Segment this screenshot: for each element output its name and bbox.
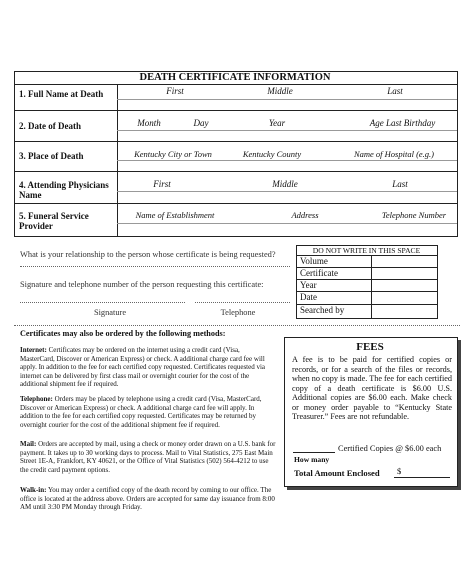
telephone-section-text: Orders may be placed by telephone using a credit card (Visa, MasterCard, Discover or American Express) or check. A additional charge card fee will apply. In addition to the fee for each certified copy requested. Certificates may be returned by overnight courier for the cost of the additional shipment fee if required.	[20, 395, 262, 429]
telephone-input[interactable]	[195, 302, 290, 303]
relationship-question: What is your relationship to the person whose certificate is being requested?	[20, 250, 276, 259]
label-date-of-death: 2. Date of Death	[19, 121, 81, 131]
field-establishment[interactable]: Name of Establishment	[135, 210, 215, 220]
label-full-name: 1. Full Name at Death	[19, 89, 104, 99]
certified-copies-input[interactable]	[293, 452, 335, 453]
how-many-label: How many	[294, 455, 330, 464]
field-hospital[interactable]: Name of Hospital (e.g.)	[353, 149, 435, 159]
walkin-text: You may order a certified copy of the death record by coming to our office. The office is located at the address above. Orders are accepted for same day issuance from 8:00 AM until 3:30 PM Monday through Friday.	[20, 486, 275, 511]
label-place-of-death: 3. Place of Death	[19, 151, 84, 161]
telephone-section	[20, 395, 276, 429]
signature-label: Signature	[93, 308, 127, 317]
label-attending-physician: 4. Attending Physicians Name	[19, 180, 109, 200]
field-month[interactable]: Month	[137, 118, 161, 128]
relationship-input[interactable]	[20, 266, 290, 267]
office-year-label: Year	[300, 280, 317, 290]
internet-label: Internet:	[20, 346, 47, 354]
field-last-name[interactable]: Last	[387, 86, 403, 96]
field-city[interactable]: Kentucky City or Town	[134, 149, 212, 159]
field-physician-first[interactable]: First	[153, 179, 171, 189]
field-address[interactable]: Address	[291, 210, 319, 220]
office-use-title: DO NOT WRITE IN THIS SPACE	[312, 246, 421, 255]
office-volume-label: Volume	[300, 256, 328, 266]
fees-title: FEES	[356, 341, 384, 353]
internet-section	[20, 346, 276, 389]
total-amount-label: Total Amount Enclosed	[294, 468, 380, 478]
field-middle-name[interactable]: Middle	[267, 86, 293, 96]
walkin-label: Walk-in:	[20, 486, 47, 494]
office-searched-by-label: Searched by	[300, 305, 345, 315]
form-title: DEATH CERTIFICATE INFORMATION	[139, 72, 331, 83]
mail-text: Orders are accepted by mail, using a check or money order drawn on a U.S. bank for payment. It takes up to 30 working days to process. Mail to Vital Statistics, 275 East Main Street 1E-A, Frankfort, KY 40621, or the Office of Vital Statistics (502) 564-4212 to use the credit card payment options.	[20, 440, 276, 474]
walkin-section	[20, 486, 276, 512]
field-first-name[interactable]: First	[166, 86, 184, 96]
field-physician-last[interactable]: Last	[392, 179, 408, 189]
total-amount-currency: $	[397, 466, 402, 476]
field-age[interactable]: Age Last Birthday	[369, 118, 436, 128]
field-physician-middle[interactable]: Middle	[272, 179, 298, 189]
mail-section	[20, 440, 276, 474]
fees-text: A fee is to be paid for certified copies or records, or for a search of the files or records, when no copy is made. The fee for each certified copy of a death certificate is $6.00 U.S. Additional copies are $6.00 each. Make check or money order payable to “Kentucky State Treasurer.” Fees are not refundable.	[292, 355, 452, 421]
office-certificate-label: Certificate	[300, 268, 338, 278]
total-amount-input[interactable]	[394, 477, 450, 478]
internet-text: Certificates may be ordered on the internet using a credit card (Visa, MasterCard, Discover or American Express) or check. A additional charge card fee will apply. In addition to the fee for each certified copy requested. Certificates requested via internet can be delivered by first class mail or overnight courier for the cost of the additional shipment fee if required.	[20, 346, 266, 388]
telephone-label: Telephone	[220, 308, 256, 317]
methods-heading: Certificates may also be ordered by the following methods:	[20, 329, 226, 338]
telephone-section-label: Telephone:	[20, 395, 53, 403]
field-county[interactable]: Kentucky County	[242, 149, 302, 159]
label-funeral-provider: 5. Funeral Service Provider	[19, 211, 89, 231]
signature-input[interactable]	[20, 302, 185, 303]
field-year[interactable]: Year	[268, 118, 286, 128]
field-telephone-number[interactable]: Telephone Number	[381, 210, 447, 220]
mail-label: Mail:	[20, 440, 37, 448]
signature-prompt: Signature and telephone number of the person requesting this certificate:	[20, 280, 264, 289]
certified-copies-label: Certified Copies @ $6.00 each	[338, 444, 442, 453]
office-date-label: Date	[300, 292, 317, 302]
field-day[interactable]: Day	[193, 118, 209, 128]
